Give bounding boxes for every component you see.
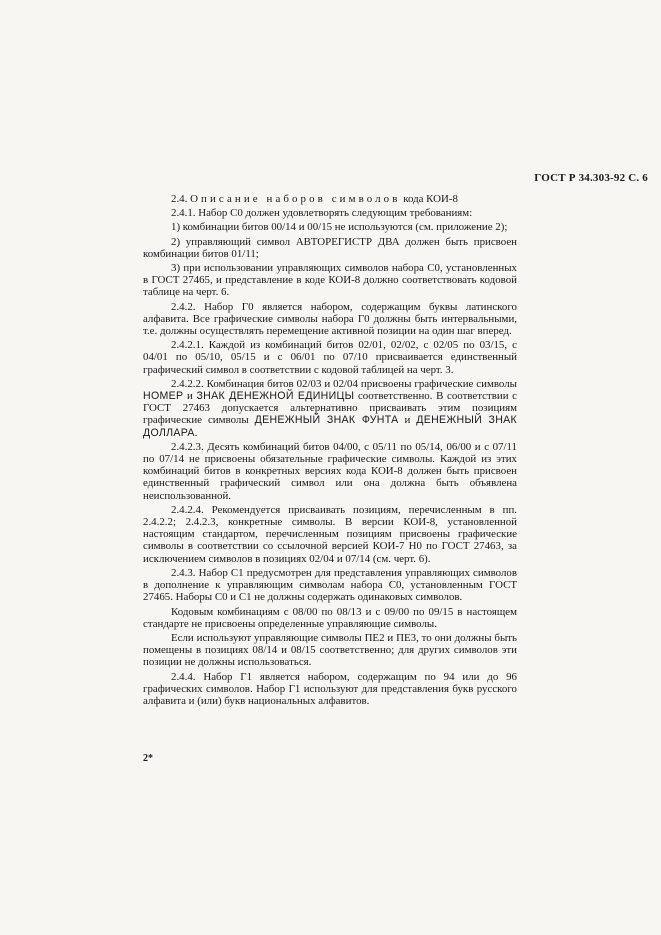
symbol-name: ЗНАК ДЕНЕЖНОЙ ЕДИНИЦЫ (196, 390, 355, 403)
section-number: 2.4. (171, 193, 188, 205)
symbol-name: ДЕНЕЖНЫЙ ЗНАК ДОЛЛАРА (143, 414, 517, 439)
section-heading (143, 193, 517, 205)
paragraph-code-combinations: Кодовым комбинациям с 08/00 по 08/13 и с 09/00 по 09/15 в настоящем стандарте не присвоены определенные управляющие символы. (143, 605, 517, 630)
symbol-name: ДЕНЕЖНЫЙ ЗНАК ФУНТА (254, 414, 399, 427)
symbol-name: НОМЕР (143, 390, 184, 403)
paragraph-2-4-2-4: 2.4.2.4. Рекомендуется присваивать позициям, перечисленным в пп. 2.4.2.2; 2.4.2.3, конкретные символы. В версии КОИ-8, установленной настоящим стандартом, перечисленным позициям присвоены графические символы в соответствии со ссылочной версией КОИ-7 Н0 по ГОСТ 27463, за исключением символов в позициях 02/04 и 07/14 (см. черт. 6). (143, 503, 517, 565)
section-title-spaced: Описание наборов символов (190, 193, 401, 205)
paragraph-pe2-pe3: Если используют управляющие символы ПЕ2 и ПЕ3, то они должны быть помещены в позициях 08/14 и 08/15 соответственно; для других символов эти позиции не должны использоваться. (143, 631, 517, 669)
text: и (398, 414, 417, 427)
text: 2.4.2.2. Комбинация битов 02/03 и 02/04 присвоены графические символы (171, 377, 517, 390)
text: и (183, 390, 197, 403)
paragraph-2-4-2-1: 2.4.2.1. Каждой из комбинаций битов 02/01, 02/02, с 02/05 по 03/15, с 04/01 по 05/10, 05/15 и с 06/01 по 07/10 присваивается единственный графический символ в соответствии с кодовой таблицей на черт. 3. (143, 339, 517, 376)
paragraph-2-4-2: 2.4.2. Набор Г0 является набором, содержащим буквы латинского алфавита. Все графические символы набора Г0 должны быть интервальными, т.е. должны осуществлять перемещение активной позиции на один шаг вперед. (143, 300, 517, 338)
paragraph-2-4-4: 2.4.4. Набор Г1 является набором, содержащим по 94 или до 96 графических символов. Набор Г1 используют для представления букв русского алфавита и (или) букв национальных алфавитов. (143, 670, 517, 707)
paragraph-item-3: 3) при использовании управляющих символов набора С0, установленных в ГОСТ 27465, и представление в коде КОИ-8 должно соответствовать кодовой таблице на черт. 6. (143, 262, 517, 299)
paragraph-2-4-1: 2.4.1. Набор С0 должен удовлетворять следующим требованиям: (171, 207, 473, 220)
paragraph-2-4-2-3: 2.4.2.3. Десять комбинаций битов 04/00, с 05/11 по 05/14, 06/00 и с 07/11 по 07/14 не присвоены обязательные графические символы. Каждой из этих комбинаций битов в конкретных версиях кода КОИ-8 должен быть присвоен единственный графический символ или она должна быть объявлена неиспользованной. (143, 440, 517, 502)
text: . (194, 426, 198, 439)
running-header: ГОСТ Р 34.303-92 С. 6 (534, 172, 648, 184)
document-body (143, 193, 517, 709)
paragraph-item-2: 2) управляющий символ АВТОРЕГИСТР ДВА должен быть присвоен комбинации битов 01/11; (143, 235, 517, 260)
paragraph-item-1: 1) комбинации битов 00/14 и 00/15 не используются (см. приложение 2); (171, 221, 508, 234)
paragraph-2-4-3: 2.4.3. Набор С1 предусмотрен для представления управляющих символов в дополнение к управляющим символам набора С0, установленным ГОСТ 27465. Наборы С0 и С1 не должны содержать одинаковых символов. (143, 566, 517, 604)
text: соответственно. В соответствии с ГОСТ 27463 допускается альтернативно присваивать этим позициям графические символы (143, 390, 517, 427)
paragraph-2-4-2-2 (143, 378, 517, 439)
page-mark: 2* (143, 753, 153, 764)
section-title-rest: кода КОИ-8 (403, 193, 458, 205)
